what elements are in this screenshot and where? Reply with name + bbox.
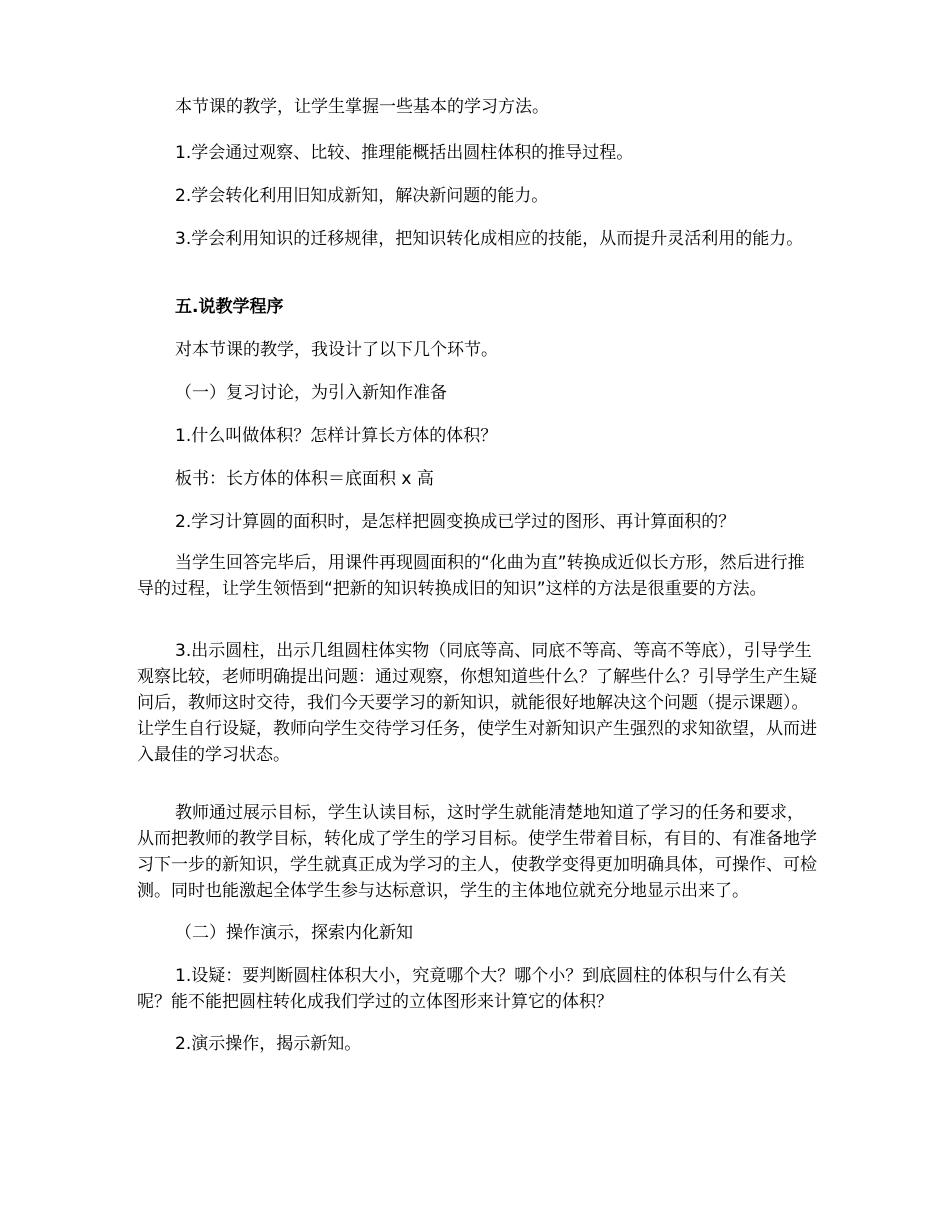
subheading-operation: （二）操作演示，探索内化新知	[175, 923, 413, 943]
paragraph-student-answer: 当学生回答完毕后，用课件再现圆面积的“化曲为直”转换成近似长方形，然后进行推导的过程，让学生领悟到“把新的知识转换成旧的知识”这样的方法是很重要的方法。	[137, 553, 805, 599]
paragraph-question-2: 2.学习计算圆的面积时，是怎样把圆变换成已学过的图形、再计算面积的？	[175, 512, 736, 532]
paragraph-show-cylinder: 3.出示圆柱，出示几组圆柱体实物（同底等高、同底不等高、等高不等底），引导学生观察比较，老师明确提出问题：通过观察，你想知道些什么？了解些什么？引导学生产生疑问后，教师这时交待，我们今天要学习的新知识，就能很好地解决这个问题（提示课题）。让学生自行设疑，教师向学生交待学习任务，使学生对新知识产生强烈的求知欲望，从而进入最佳的学习状态。	[137, 641, 817, 765]
paragraph-method-3: 3.学会利用知识的迁移规律，把知识转化成相应的技能，从而提升灵活利用的能力。	[175, 229, 804, 249]
section-heading-procedure: 五.说教学程序	[175, 297, 284, 317]
paragraph-method-2: 2.学会转化利用旧知成新知，解决新问题的能力。	[175, 186, 549, 206]
paragraph-board-note: 板书：长方体的体积＝底面积 x 高	[175, 469, 434, 489]
paragraph-doubt: 1.设疑：要判断圆柱体积大小，究竟哪个大？哪个小？到底圆柱的体积与什么有关呢？能不能把圆柱转化成我们学过的立体图形来计算它的体积？	[137, 966, 787, 1012]
paragraph-method-1: 1.学会通过观察、比较、推理能概括出圆柱体积的推导过程。	[175, 143, 634, 163]
paragraph-question-1: 1.什么叫做体积？怎样计算长方体的体积？	[175, 426, 498, 446]
paragraph-intro: 本节课的教学，让学生掌握一些基本的学习方法。	[175, 97, 549, 117]
subheading-review: （一）复习讨论，为引入新知作准备	[175, 383, 447, 403]
paragraph-demo: 2.演示操作，揭示新知。	[175, 1034, 362, 1054]
paragraph-procedure-intro: 对本节课的教学，我设计了以下几个环节。	[175, 340, 498, 360]
paragraph-targets: 教师通过展示目标，学生认读目标，这时学生就能清楚地知道了学习的任务和要求，从而把教师的教学目标，转化成了学生的学习目标。使学生带着目标，有目的、有准备地学习下一步的新知识，学生就真正成为学习的主人，使教学变得更加明确具体，可操作、可检测。同时也能激起全体学生参与达标意识，学生的主体地位就充分地显示出来了。	[137, 803, 817, 901]
